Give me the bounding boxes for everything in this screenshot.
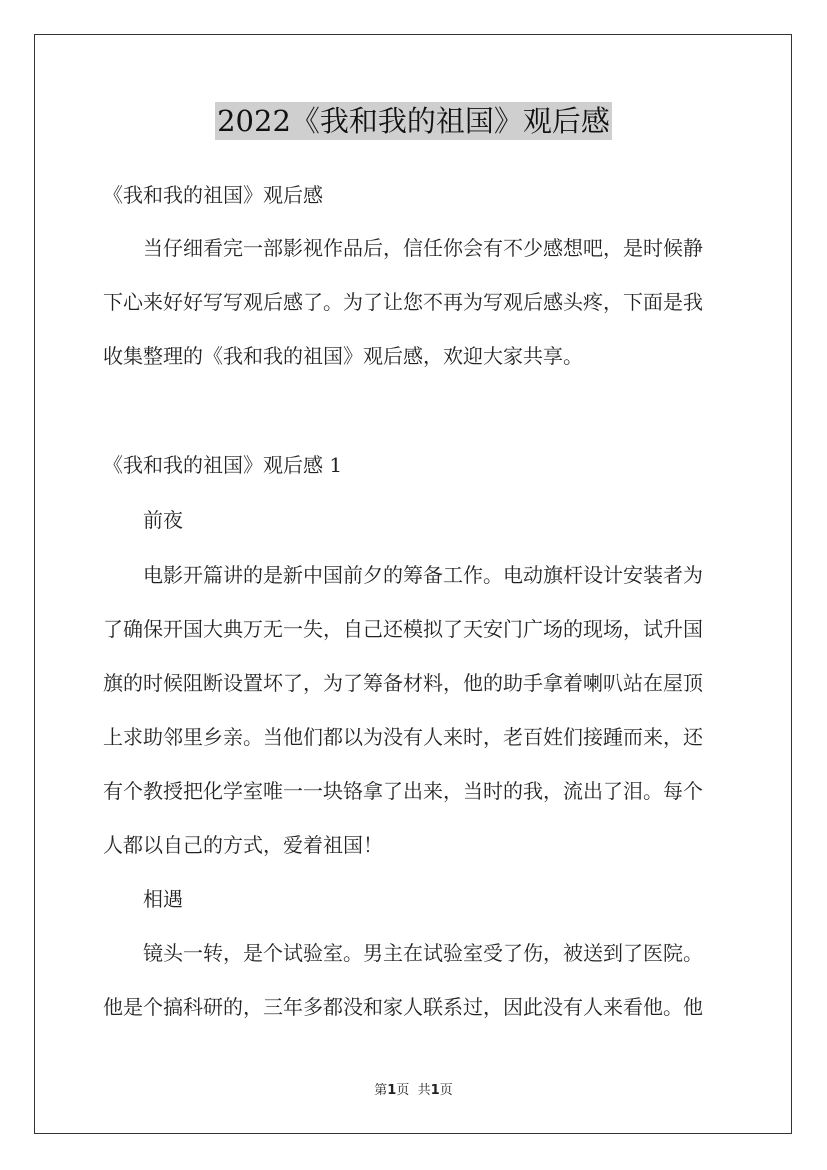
- subheading-encounter: 相遇: [143, 887, 183, 911]
- total-pages: 1: [430, 1083, 440, 1098]
- intro-line-2: 下心来好好写写观后感了。为了让您不再为写观后感头疼，下面是我: [103, 290, 703, 314]
- page-prefix: 第: [374, 1083, 388, 1098]
- page-footer: [0, 1082, 827, 1100]
- document-title: 2022《我和我的祖国》观后感: [217, 104, 610, 138]
- subheading-eve: 前夜: [143, 508, 183, 532]
- para1-line-2: 了确保开国大典万无一失，自己还模拟了天安门广场的现场，试升国: [103, 617, 703, 641]
- para1-line-3: 旗的时候阻断设置坏了，为了筹备材料，他的助手拿着喇叭站在屋顶: [103, 671, 703, 695]
- title-container: [0, 102, 827, 140]
- para1-line-5: 有个教授把化学室唯一一块铬拿了出来，当时的我，流出了泪。每个: [103, 779, 703, 803]
- section-title: 《我和我的祖国》观后感 1: [103, 453, 343, 477]
- total-prefix: 共: [417, 1083, 431, 1098]
- para2-line-1: 镜头一转，是个试验室。男主在试验室受了伤，被送到了医院。: [143, 941, 703, 965]
- page-suffix: 页: [396, 1083, 410, 1098]
- page-number: 1: [387, 1083, 397, 1098]
- para1-line-4: 上求助邻里乡亲。当他们都以为没有人来时，老百姓们接踵而来，还: [103, 725, 703, 749]
- para2-line-2: 他是个搞科研的，三年多都没和家人联系过，因此没有人来看他。他: [103, 995, 703, 1019]
- intro-line-3: 收集整理的《我和我的祖国》观后感，欢迎大家共享。: [103, 344, 583, 368]
- total-suffix: 页: [439, 1083, 453, 1098]
- para1-line-1: 电影开篇讲的是新中国前夕的筹备工作。电动旗杆设计安装者为: [143, 563, 703, 587]
- para1-line-6: 人都以自己的方式，爱着祖国！: [103, 833, 383, 857]
- intro-line-1: 当仔细看完一部影视作品后，信任你会有不少感想吧，是时候静: [143, 236, 703, 260]
- document-heading: 《我和我的祖国》观后感: [103, 183, 323, 207]
